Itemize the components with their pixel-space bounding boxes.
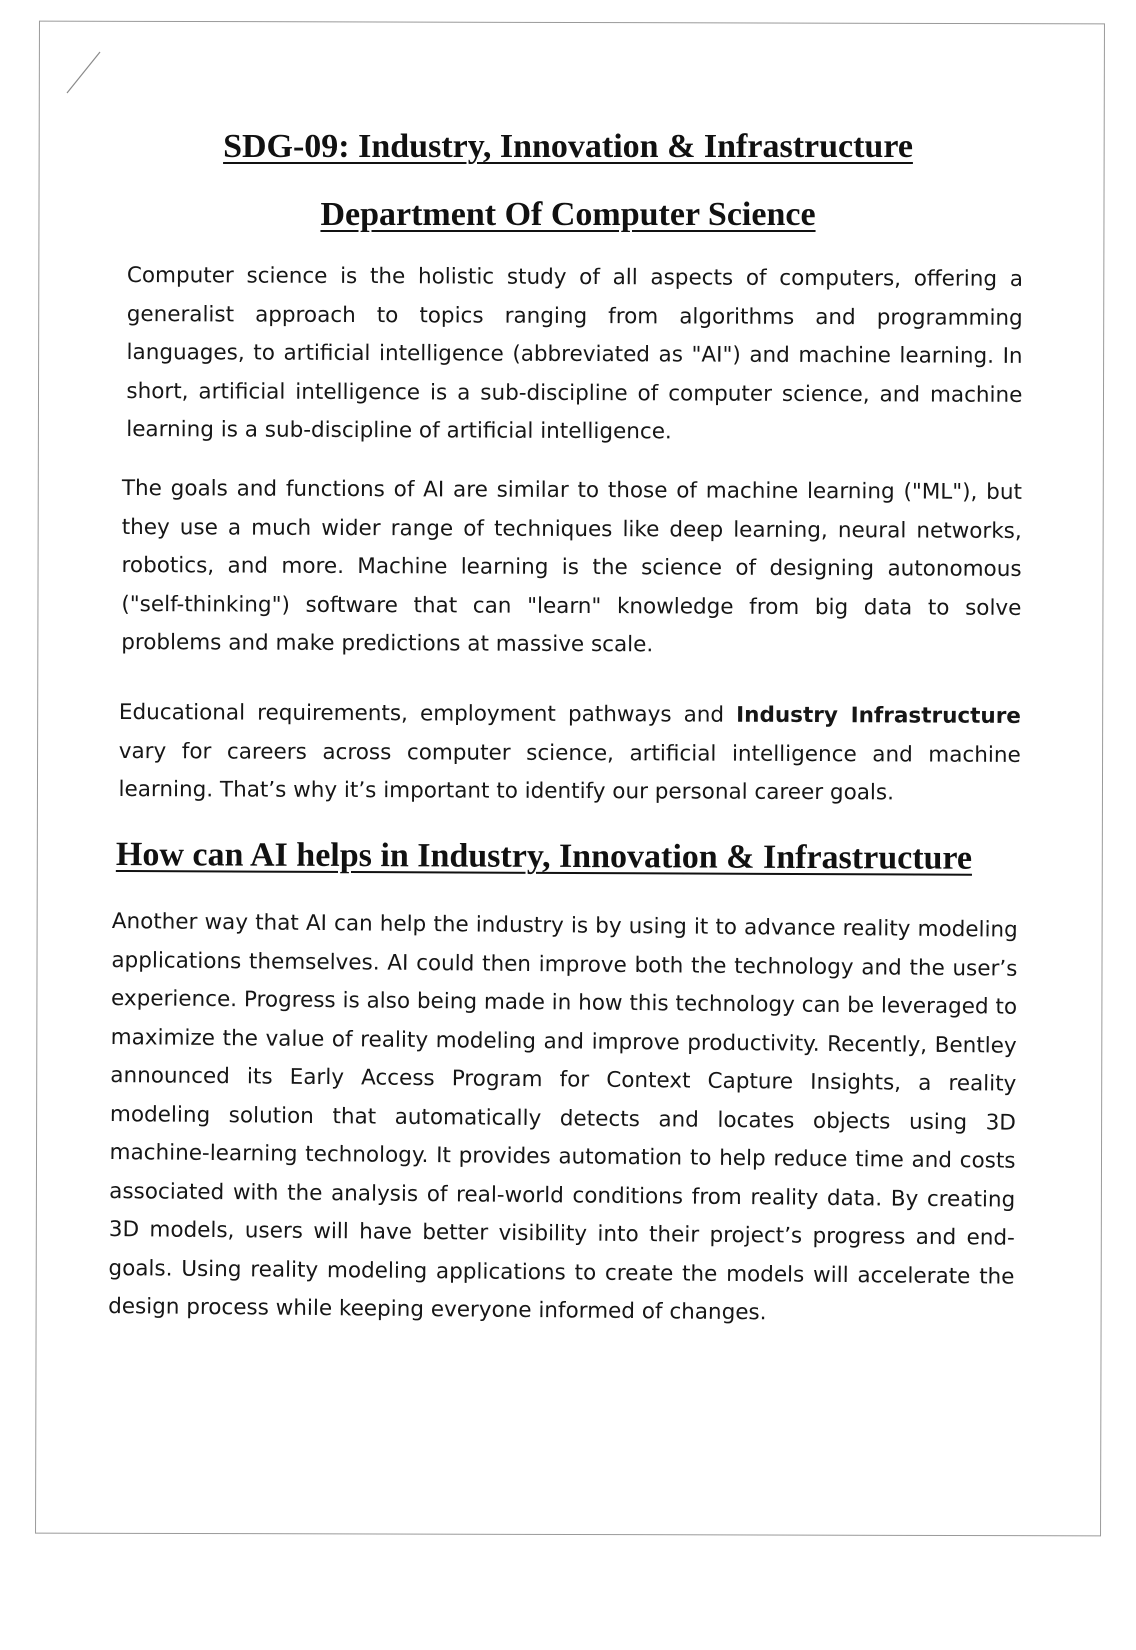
paragraph-intro: Computer science is the holistic study of all aspects of computers, offering a generalist approach to topics ranging from algorithms and programming languages, to artificial intelligence (abbreviated as "AI") and machine learning. In short, artificial intelligence is a sub-discipline of computer science, and machine learning is a sub-discipline of artificial intelligence. [126,262,1023,445]
paragraph-ai-ml: The goals and functions of AI are similar to those of machine learning ("ML"), but they use a much wider range of techniques like deep learning, neural networks, robotics, and more. Machine learning is the science of designing autonomous ("self-thinking") software that can "learn" knowledge from big data to solve problems and make predictions at massive scale. [121,475,1022,658]
document-title [0,128,1136,166]
section-heading [116,836,996,878]
department-subtitle-text: Department Of Computer Science [320,196,816,233]
paragraph-ai-industry: Another way that AI can help the industry is by using it to advance reality modeling applications themselves. AI could then improve both the technology and the user’s experience. Progress is also being made in how this technology can be leveraged to maximize the value of reality modeling and improve productivity. Recently, Bentley announced its Early Access Program for Context Capture Insights, a reality modeling solution that automatically detects and locates objects using 3D machine-learning technology. It provides automation to help reduce time and costs associated with the analysis of real-world conditions from reality data. By creating 3D models, users will have better visibility into their project’s progress and end-goals. Using reality modeling applications to create the models will accelerate the design process while keeping everyone informed of changes. [108,908,1018,1326]
paragraph-careers-start: Educational requirements, employment pathways and [118,699,737,728]
paragraph-careers [118,694,1020,813]
document-title-text: SDG-09: Industry, Innovation & Infrastructure [223,128,913,165]
pen-stroke-mark [64,50,114,100]
paragraph-careers-end: vary for careers across computer science, artificial intelligence and machine learning. That’s why it’s important to identify our personal career goals. [118,738,1021,806]
section-heading-text: How can AI helps in Industry, Innovation & Infrastructure [115,836,973,877]
paragraph-careers-bold: Industry Infrastructure [736,702,1021,729]
department-subtitle [0,196,1136,234]
